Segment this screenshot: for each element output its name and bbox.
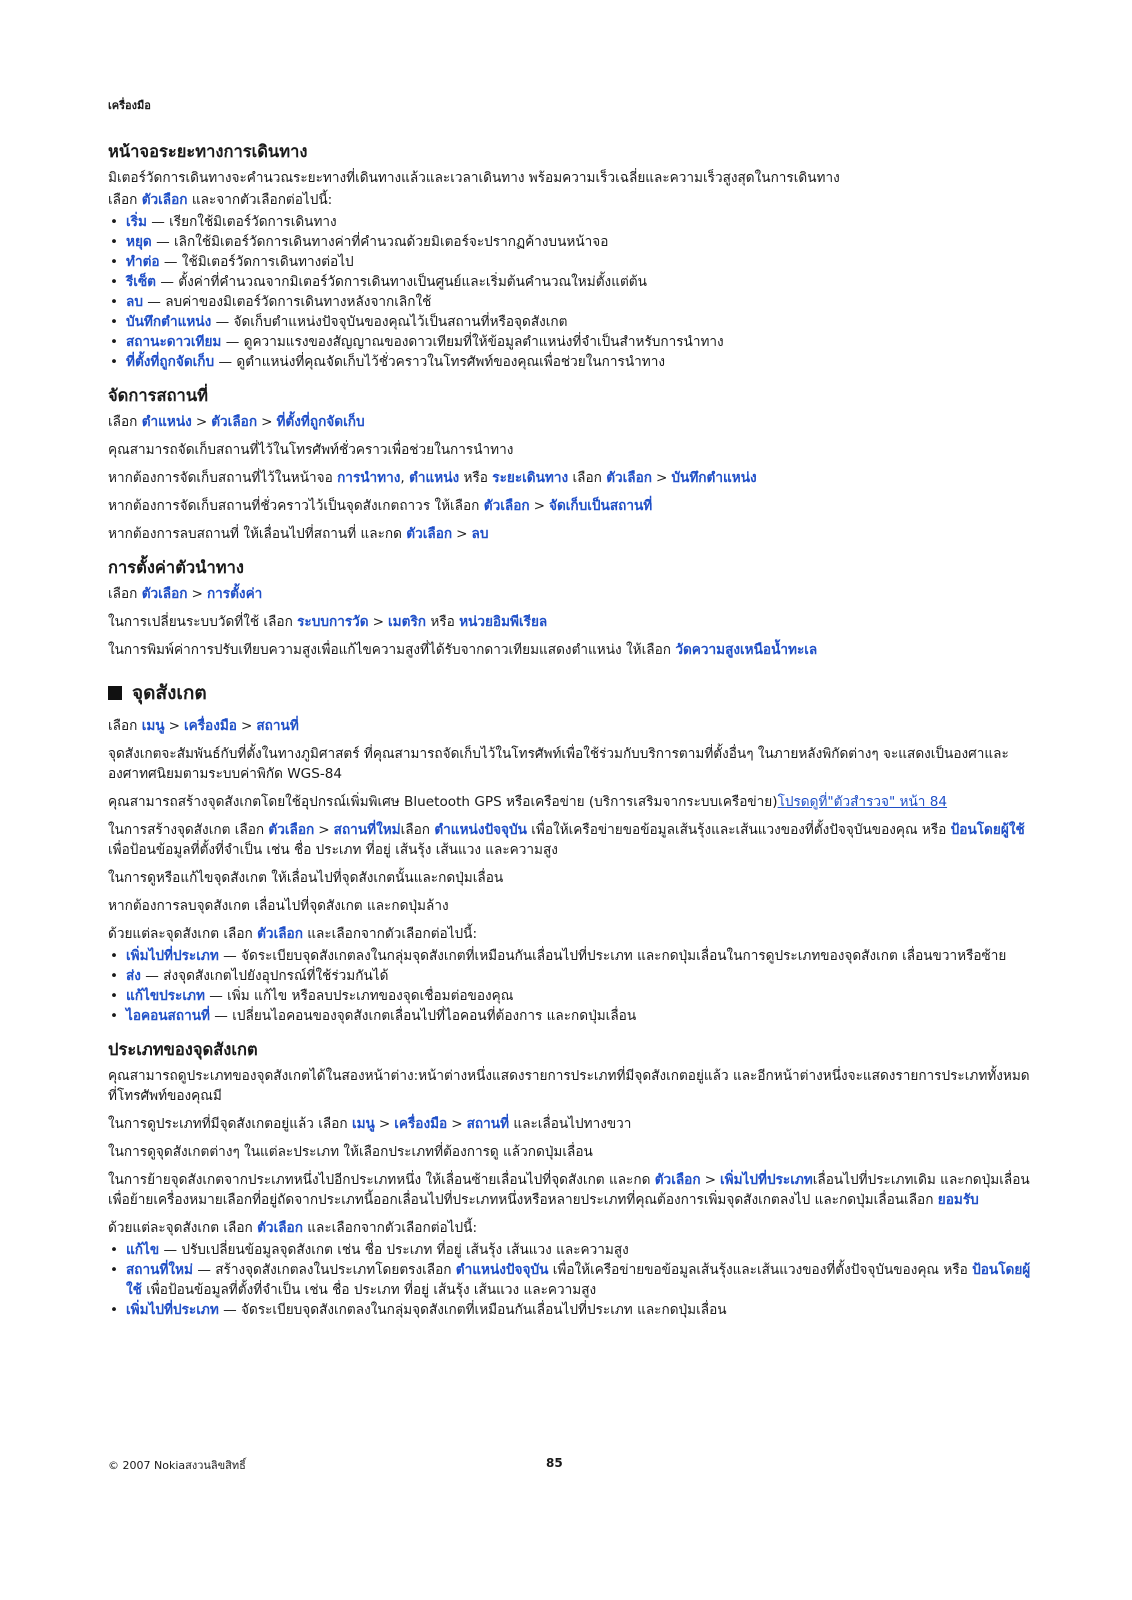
option-desc: — ดูความแรงของสัญญาณของดาวเทียมที่ให้ข้อมูลตำแหน่งที่จำเป็นสำหรับการนำทาง — [225, 334, 724, 350]
menu-keyword[interactable]: ตำแหน่งปัจจุบัน — [434, 822, 527, 838]
cross-reference-link[interactable]: โปรดดูที่"ตัวสำรวจ" หน้า 84 — [777, 794, 948, 810]
option-desc: เพื่อป้อนข้อมูลที่ตั้งที่จำเป็น เช่น ชื่อ ประเภท ที่อยู่ เส้นรุ้ง เส้นแวง และความสูง — [146, 1282, 597, 1298]
running-head: เครื่องมือ — [108, 99, 151, 112]
text: เลือก — [108, 414, 138, 430]
menu-keyword[interactable]: ตัวเลือก — [483, 498, 530, 514]
menu-keyword[interactable]: การตั้งค่า — [206, 586, 263, 602]
section-title: จัดการสถานที่ — [108, 386, 208, 405]
list-item — [108, 232, 1038, 252]
menu-keyword[interactable]: ตัวเลือก — [141, 586, 188, 602]
menu-keyword[interactable]: ตำแหน่ง — [409, 470, 460, 486]
option-keyword[interactable]: เริ่ม — [126, 214, 147, 230]
option-keyword[interactable]: สถานะดาวเทียม — [126, 334, 222, 350]
menu-keyword[interactable]: เพิ่มไปที่ประเภท — [719, 1172, 813, 1188]
menu-keyword[interactable]: ตัวเลือก — [211, 414, 258, 430]
option-keyword[interactable]: เพิ่มไปที่ประเภท — [126, 948, 219, 964]
menu-keyword[interactable]: ตำแหน่ง — [141, 414, 192, 430]
menu-keyword[interactable]: ที่ตั้งที่ถูกจัดเก็บ — [276, 414, 365, 430]
options-list — [108, 1240, 1038, 1320]
list-item — [108, 352, 1038, 372]
path-separator: > — [191, 586, 203, 602]
option-desc: — สร้างจุดสังเกตลงในประเภทโดยตรงเลือก — [197, 1262, 452, 1278]
menu-keyword[interactable]: เครื่องมือ — [394, 1116, 448, 1132]
paragraph — [108, 1170, 1038, 1210]
menu-keyword[interactable]: สถานที่ — [256, 718, 299, 734]
list-item — [108, 252, 1038, 272]
options-list — [108, 946, 1038, 1026]
section-title: หน้าจอระยะทางการเดินทาง — [108, 142, 308, 161]
menu-keyword[interactable]: สถานที่ — [466, 1116, 510, 1132]
menu-keyword[interactable]: ตัวเลือก — [406, 526, 453, 542]
menu-keyword[interactable]: สถานที่ใหม่ — [333, 822, 401, 838]
menu-keyword[interactable]: ตัวเลือก — [654, 1172, 701, 1188]
paragraph: คุณสามารถจัดเก็บสถานที่ไว้ในโทรศัพท์ชั่วคราวเพื่อช่วยในการนำทาง — [108, 442, 514, 458]
list-item — [108, 986, 1038, 1006]
text: เลือก — [108, 586, 138, 602]
menu-keyword[interactable]: ตัวเลือก — [268, 822, 315, 838]
option-keyword[interactable]: เพิ่มไปที่ประเภท — [126, 1302, 219, 1318]
section-landmark-categories — [108, 1040, 1038, 1320]
list-item — [108, 966, 1038, 986]
option-desc: — ส่งจุดสังเกตไปยังอุปกรณ์ที่ใช้ร่วมกันได้ — [145, 968, 389, 984]
text: ด้วยแต่ละจุดสังเกต เลือก — [108, 926, 253, 942]
menu-keyword[interactable]: ตำแหน่งปัจจุบัน — [455, 1262, 549, 1278]
list-item — [108, 272, 1038, 292]
paragraph — [108, 496, 1038, 516]
option-desc: — ใช้มิเตอร์วัดการเดินทางต่อไป — [163, 254, 354, 270]
menu-keyword[interactable]: เมนู — [141, 718, 165, 734]
option-desc: — ปรับเปลี่ยนข้อมูลจุดสังเกต เช่น ชื่อ ประเภท ที่อยู่ เส้นรุ้ง เส้นแวง และความสูง — [163, 1242, 629, 1258]
option-keyword[interactable]: รีเซ็ต — [126, 274, 157, 290]
text: หากต้องการลบสถานที่ ให้เลื่อนไปที่สถานที่ และกด — [108, 526, 402, 542]
option-desc: — ลบค่าของมิเตอร์วัดการเดินทางหลังจากเลิกใช้ — [147, 294, 432, 310]
text: และจากตัวเลือกต่อไปนี้: — [191, 192, 333, 208]
paragraph — [108, 524, 1038, 544]
text: คุณสามารถสร้างจุดสังเกตโดยใช้อุปกรณ์เพิ่มพิเศษ Bluetooth GPS หรือเครือข่าย (บริการเสริมจากระบบเครือข่าย) — [108, 794, 778, 810]
section-trip-distance — [108, 142, 1038, 372]
path-separator: > — [318, 822, 330, 838]
option-keyword[interactable]: ส่ง — [126, 968, 141, 984]
list-item — [108, 946, 1038, 966]
copyright: © 2007 Nokiaสงวนลิขสิทธิ์ — [108, 1459, 246, 1472]
path-separator: > — [533, 498, 545, 514]
option-desc: — จัดระเบียบจุดสังเกตลงในกลุ่มจุดสังเกตที่เหมือนกันเลื่อนไปที่ประเภท และกดปุ่มเลื่อน — [223, 1302, 727, 1318]
paragraph — [108, 612, 1038, 632]
square-bullet-icon — [108, 686, 122, 700]
menu-keyword[interactable]: ป้อนโดยผู้ใช้ — [126, 1262, 1031, 1298]
path-separator: > — [704, 1172, 716, 1188]
option-desc: — เปลี่ยนไอคอนของจุดสังเกตเลื่อนไปที่ไอคอนที่ต้องการ และกดปุ่มเลื่อน — [214, 1008, 637, 1024]
list-item — [108, 1240, 1038, 1260]
menu-keyword[interactable]: เมตริก — [388, 614, 426, 630]
paragraph — [108, 820, 1038, 860]
list-item — [108, 312, 1038, 332]
path-separator: > — [168, 718, 180, 734]
text: ในการสร้างจุดสังเกต เลือก — [108, 822, 265, 838]
menu-keyword[interactable]: ตัวเลือก — [257, 1220, 303, 1236]
paragraph: คุณสามารถดูประเภทของจุดสังเกตได้ในสองหน้าต่าง:หน้าต่างหนึ่งแสดงรายการประเภทที่มีจุดสังเกตอยู่แล้ว และอีกหน้าต่างหนึ่งจะแสดงรายการประเภททั้งหมดที่โทรศัพท์ของคุณมี — [108, 1068, 1030, 1104]
text: , — [400, 470, 405, 486]
paragraph — [108, 468, 1038, 488]
section-manage-places — [108, 386, 1038, 544]
text: ในการย้ายจุดสังเกตจากประเภทหนึ่งไปอีกประเภทหนึ่ง ให้เลื่อนซ้ายเลื่อนไปที่จุดสังเกต และกด — [108, 1172, 651, 1188]
menu-keyword[interactable]: ยอมรับ — [937, 1192, 979, 1208]
options-list — [108, 212, 1038, 372]
section-landmarks — [108, 678, 1038, 1026]
menu-keyword[interactable]: ระบบการวัด — [297, 614, 369, 630]
option-desc: — เรียกใช้มิเตอร์วัดการเดินทาง — [151, 214, 337, 230]
path-separator: > — [378, 1116, 391, 1132]
text: ด้วยแต่ละจุดสังเกต เลือก — [108, 1220, 253, 1236]
paragraph — [108, 792, 1038, 812]
text: หรือ — [463, 470, 488, 486]
text: และเลือกจากตัวเลือกต่อไปนี้: — [307, 1220, 478, 1236]
option-keyword[interactable]: หยุด — [126, 234, 152, 250]
menu-keyword[interactable]: ระยะเดินทาง — [492, 470, 569, 486]
text: เพื่อป้อนข้อมูลที่ตั้งที่จำเป็น เช่น ชื่อ ประเภท ที่อยู่ เส้นรุ้ง เส้นแวง และความสูง — [108, 842, 558, 858]
option-keyword[interactable]: แก้ไขประเภท — [126, 988, 205, 1004]
section-title: การตั้งค่าตัวนำทาง — [108, 558, 244, 577]
paragraph — [108, 1218, 1038, 1238]
path-separator: > — [195, 414, 208, 430]
menu-keyword[interactable]: จัดเก็บเป็นสถานที่ — [548, 498, 653, 514]
menu-keyword[interactable]: การนำทาง — [337, 470, 401, 486]
menu-keyword[interactable]: หน่วยอิมพีเรียล — [459, 614, 548, 630]
paragraph: มิเตอร์วัดการเดินทางจะคำนวณระยะทางที่เดินทางแล้วและเวลาเดินทาง พร้อมความเร็วเฉลี่ยและความเร็วสูงสุดในการเดินทาง — [108, 170, 840, 186]
option-desc: — ดูตำแหน่งที่คุณจัดเก็บไว้ชั่วคราวในโทรศัพท์ของคุณเพื่อช่วยในการนำทาง — [218, 354, 665, 370]
path-separator: > — [456, 526, 468, 542]
path-separator: > — [261, 414, 273, 430]
text: เพื่อให้เครือข่ายขอข้อมูลเส้นรุ้งและเส้นแวงของที่ตั้งปัจจุบันของคุณ หรือ — [531, 822, 947, 838]
path-separator: > — [451, 1116, 463, 1132]
text: หากต้องการจัดเก็บสถานที่ไว้ในหน้าจอ — [108, 470, 333, 486]
list-item — [108, 332, 1038, 352]
text: เลือก — [400, 822, 431, 838]
option-desc: — เพิ่ม แก้ไข หรือลบประเภทของจุดเชื่อมต่อของคุณ — [209, 988, 514, 1004]
paragraph: ในการดูหรือแก้ไขจุดสังเกต ให้เลื่อนไปที่จุดสังเกตนั้นและกดปุ่มเลื่อน — [108, 870, 504, 886]
chapter-heading — [108, 678, 1038, 708]
option-desc: — ตั้งค่าที่คำนวณจากมิเตอร์วัดการเดินทางเป็นศูนย์และเริ่มต้นคำนวณใหม่ตั้งแต่ต้น — [160, 274, 647, 290]
path-separator: > — [656, 470, 668, 486]
menu-keyword[interactable]: ตัวเลือก — [257, 926, 303, 942]
option-keyword[interactable]: ทำต่อ — [126, 254, 160, 270]
text: ในการเปลี่ยนระบบวัดที่ใช้ เลือก — [108, 614, 293, 630]
text: และเลื่อนไปทางขวา — [513, 1116, 632, 1132]
text: ในการดูประเภทที่มีจุดสังเกตอยู่แล้ว เลือก — [108, 1116, 348, 1132]
text: เลื่อนไปที่ประเภทเดิม และกดปุ่มเลื่อนเพื่อย้ายเครื่องหมายเลือกที่อยู่ถัดจากประเภทนี้ออกเลื่อนไปที่ประเภทหนึ่งหรือหลายประเภทที่คุณต้องการเพิ่มจุดสังเกตลงไป และกดปุ่มเลื่อนเลือก — [108, 1172, 1030, 1208]
list-item — [108, 1300, 1038, 1320]
menu-keyword[interactable]: บันทึกตำแหน่ง — [671, 470, 757, 486]
text: หรือ — [430, 614, 455, 630]
list-item — [108, 212, 1038, 232]
option-desc: — จัดเก็บตำแหน่งปัจจุบันของคุณไว้เป็นสถานที่หรือจุดสังเกต — [215, 314, 568, 330]
list-item — [108, 1260, 1038, 1300]
menu-keyword[interactable]: เมนู — [351, 1116, 375, 1132]
option-keyword[interactable]: สถานที่ใหม่ — [126, 1262, 193, 1278]
path-separator: > — [372, 614, 385, 630]
option-keyword[interactable]: บันทึกตำแหน่ง — [126, 314, 212, 330]
menu-keyword[interactable]: วัดความสูงเหนือน้ำทะเล — [675, 642, 818, 658]
path-separator: > — [240, 718, 253, 734]
text: เลือก — [108, 718, 138, 734]
section-title: ประเภทของจุดสังเกต — [108, 1040, 258, 1059]
text: เลือก — [108, 192, 138, 208]
menu-path — [108, 584, 1038, 604]
menu-keyword[interactable]: ตัวเลือก — [606, 470, 653, 486]
menu-keyword[interactable]: เครื่องมือ — [184, 718, 237, 734]
menu-keyword[interactable]: ลบ — [471, 526, 489, 542]
paragraph: จุดสังเกตจะสัมพันธ์กับที่ตั้งในทางภูมิศาสตร์ ที่คุณสามารถจัดเก็บไว้ในโทรศัพท์เพื่อใช้ร่วมกับบริการตามที่ตั้งอื่นๆ ในภายหลังพิกัดต่างๆ จะแสดงเป็นองศาและองศาทศนิยมตามระบบค่าพิกัด WGS-84 — [108, 746, 1009, 782]
text: และเลือกจากตัวเลือกต่อไปนี้: — [307, 926, 478, 942]
menu-keyword[interactable]: ป้อนโดยผู้ใช้ — [950, 822, 1025, 838]
chapter-title: จุดสังเกต — [132, 682, 207, 704]
menu-path — [108, 412, 1038, 432]
option-keyword[interactable]: ลบ — [126, 294, 143, 310]
text: เลือก — [572, 470, 602, 486]
option-desc: เพื่อให้เครือข่ายขอข้อมูลเส้นรุ้งและเส้นแวงของที่ตั้งปัจจุบันของคุณ หรือ — [552, 1262, 968, 1278]
menu-keyword[interactable]: ตัวเลือก — [141, 192, 188, 208]
option-keyword[interactable]: แก้ไข — [126, 1242, 160, 1258]
select-instruction — [108, 190, 1038, 210]
text: ในการพิมพ์ค่าการปรับเทียบความสูงเพื่อแก้ไขความสูงที่ได้รับจากดาวเทียมแสดงตำแหน่ง ให้เลือก — [108, 642, 671, 658]
list-item — [108, 1006, 1038, 1026]
option-desc: — เลิกใช้มิเตอร์วัดการเดินทางค่าที่คำนวณด้วยมิเตอร์จะปรากฏค้างบนหน้าจอ — [156, 234, 609, 250]
page-number: 85 — [546, 1456, 563, 1470]
text: หากต้องการจัดเก็บสถานที่ชั่วคราวไว้เป็นจุดสังเกตถาวร ให้เลือก — [108, 498, 480, 514]
menu-path — [108, 716, 1038, 736]
section-navigator-settings — [108, 558, 1038, 660]
document-page — [108, 96, 1038, 1334]
option-desc: — จัดระเบียบจุดสังเกตลงในกลุ่มจุดสังเกตที่เหมือนกันเลื่อนไปที่ประเภท และกดปุ่มเลื่อนในการดูประเภทของจุดสังเกต เลื่อนขวาหรือซ้าย — [223, 948, 1007, 964]
paragraph — [108, 924, 1038, 944]
paragraph — [108, 1114, 1038, 1134]
paragraph: ในการดูจุดสังเกตต่างๆ ในแต่ละประเภท ให้เลือกประเภทที่ต้องการดู แล้วกดปุ่มเลื่อน — [108, 1144, 593, 1160]
paragraph: หากต้องการลบจุดสังเกต เลื่อนไปที่จุดสังเกต และกดปุ่มล้าง — [108, 898, 449, 914]
paragraph — [108, 640, 1038, 660]
option-keyword[interactable]: ไอคอนสถานที่ — [126, 1008, 210, 1024]
list-item — [108, 292, 1038, 312]
option-keyword[interactable]: ที่ตั้งที่ถูกจัดเก็บ — [126, 354, 215, 370]
